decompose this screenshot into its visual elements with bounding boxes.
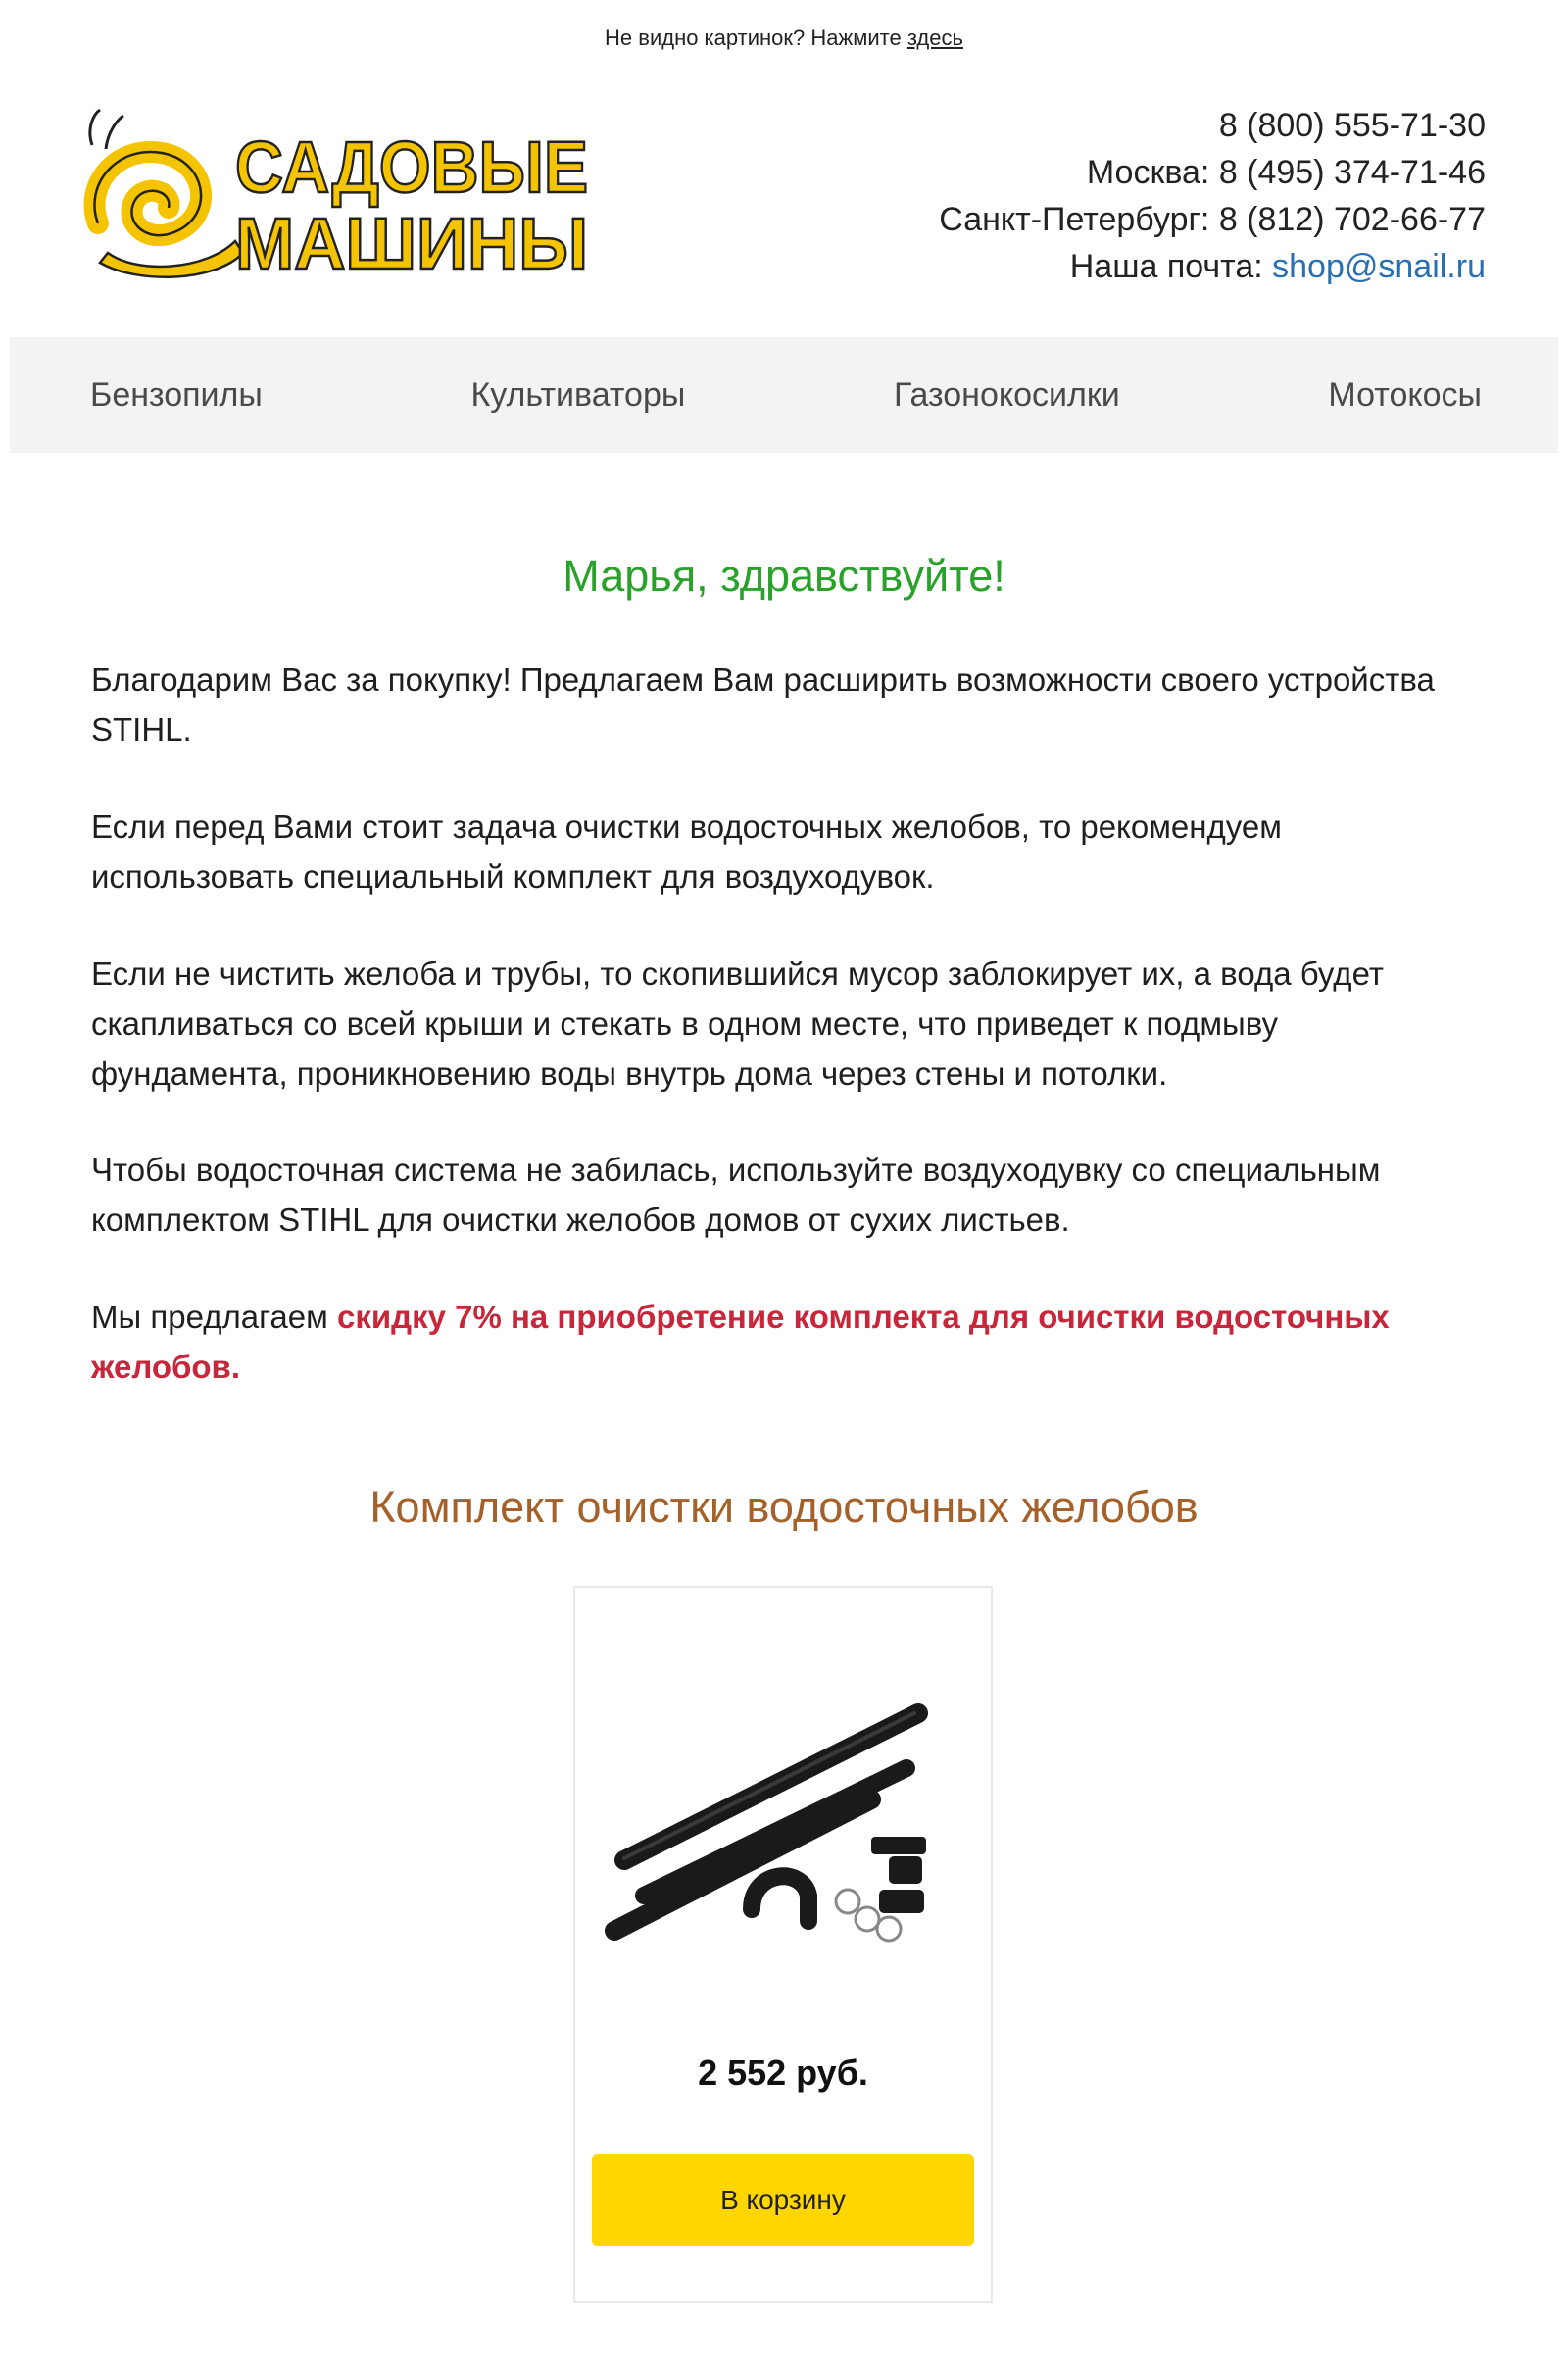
product-price: 2 552 руб. [698,2052,868,2093]
paragraph-usage: Чтобы водосточная система не забилась, используйте воздуходувку со специальным комплектом STIHL для очистки желобов домов от сухих листьев. [91,1152,1381,1238]
logo-line2: МАШИНЫ [235,203,588,282]
paragraph-recommendation: Если перед Вами стоит задача очистки водосточных желобов, то рекомендуем использовать специальный комплект для воздуходувок. [91,809,1282,895]
phone-moscow[interactable]: Москва: 8 (495) 374-71-46 [1086,154,1486,191]
preheader [0,25,1568,51]
logo[interactable] [78,106,608,282]
category-nav [10,337,1558,453]
product-card [573,1586,993,2303]
paragraph-thanks: Благодарим Вас за покупку! Предлагаем Вам расширить возможности своего устройства STIHL. [91,662,1435,748]
logo-line1: САДОВЫЕ [235,126,588,208]
nav-item-chainsaws[interactable]: Бензопилы [90,375,263,414]
preheader-text: Не видно картинок? Нажмите [605,25,902,50]
preheader-link[interactable]: здесь [906,25,963,50]
nav-item-cultivators[interactable]: Культиваторы [470,375,686,414]
add-to-cart-button[interactable]: В корзину [592,2154,974,2246]
mail-line [939,243,1486,290]
phone-spb[interactable]: Санкт-Петербург: 8 (812) 702-66-77 [939,201,1486,238]
mail-link[interactable]: shop@snail.ru [1272,248,1486,285]
offer-prefix: Мы предлагаем [91,1299,328,1335]
greeting: Марья, здравствуйте! [563,551,1005,601]
nav-item-trimmers[interactable]: Мотокосы [1328,375,1482,414]
nav-item-lawnmowers[interactable]: Газонокосилки [894,375,1120,414]
paragraph-warning: Если не чистить желоба и трубы, то скопившийся мусор заблокирует их, а вода будет скапливаться со всей крыши и стекать в одном месте, что приведет к подмыву фундамента, проникновению воды внутрь дома через стены и потолки. [91,956,1384,1092]
mail-label: Наша почта: [1069,248,1263,285]
paragraph-offer [91,1292,1483,1392]
product-section-title: Комплект очистки водосточных желобов [369,1482,1199,1532]
snail-icon [90,110,243,277]
contacts [939,102,1486,290]
phone-main[interactable]: 8 (800) 555-71-30 [1218,107,1486,144]
product-image[interactable] [595,1664,975,1958]
offer-discount: скидку 7% на приобретение комплекта для очистки водосточных желобов. [91,1299,1390,1385]
